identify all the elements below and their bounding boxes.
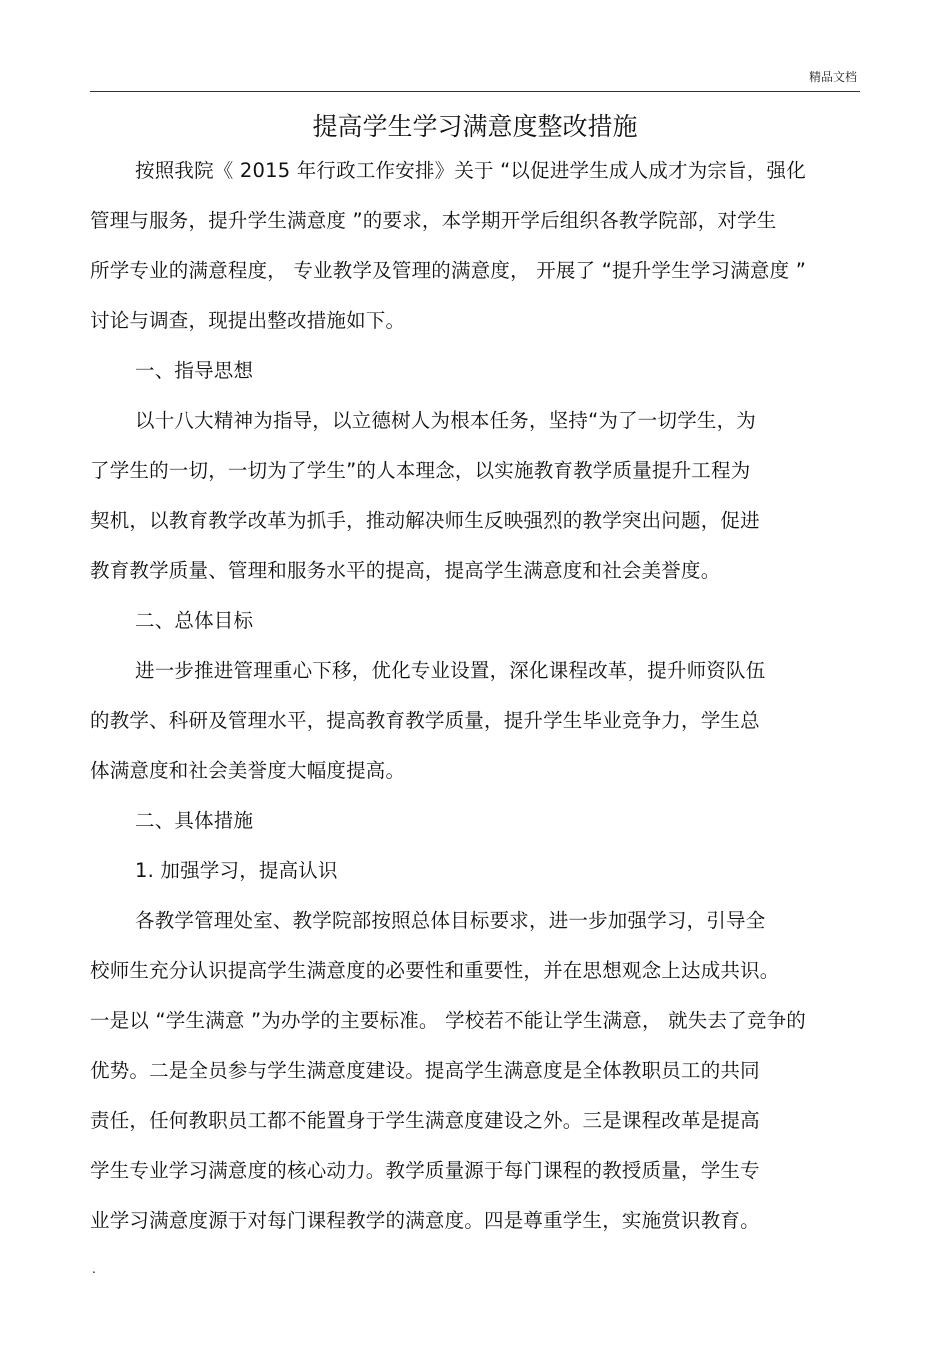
paragraph-line: 进一步推进管理重心下移，优化专业设置，深化课程改革，提升师资队伍 bbox=[135, 659, 766, 682]
paragraph-line: 责任，任何教职员工都不能置身于学生满意度建设之外。三是课程改革是提高 bbox=[90, 1109, 760, 1132]
section-heading: 二、具体措施 bbox=[135, 809, 254, 832]
paragraph-line: 校师生充分认识提高学生满意度的必要性和重要性，并在思想观念上达成共识。 bbox=[90, 959, 780, 982]
paragraph-line: 的教学、科研及管理水平，提高教育教学质量，提升学生毕业竞争力，学生总 bbox=[90, 709, 760, 732]
section-heading: 二、总体目标 bbox=[135, 609, 254, 632]
paragraph-line: 体满意度和社会美誉度大幅度提高。 bbox=[90, 759, 406, 782]
paragraph-line: 教育教学质量、管理和服务水平的提高，提高学生满意度和社会美誉度。 bbox=[90, 559, 721, 582]
footer-mark: . bbox=[92, 1262, 96, 1276]
paragraph-line: 管理与服务，提升学生满意度 ”的要求，本学期开学后组织各教学院部，对学生 bbox=[90, 209, 777, 232]
paragraph-line: 各教学管理处室、教学院部按照总体目标要求，进一步加强学习，引导全 bbox=[135, 909, 766, 932]
paragraph-line: 一是以 “学生满意 ”为办学的主要标准。 学校若不能让学生满意， 就失去了竞争的 bbox=[90, 1009, 806, 1032]
paragraph-line: 契机，以教育教学改革为抓手，推动解决师生反映强烈的教学突出问题，促进 bbox=[90, 509, 760, 532]
document-title: 提高学生学习满意度整改措施 bbox=[312, 112, 638, 141]
paragraph-line: 所学专业的满意程度， 专业教学及管理的满意度， 开展了 “提升学生学习满意度 ” bbox=[90, 259, 806, 282]
paragraph-line: 业学习满意度源于对每门课程教学的满意度。四是尊重学生，实施赏识教育。 bbox=[90, 1209, 760, 1232]
header-rule bbox=[90, 91, 860, 92]
section-heading: 一、指导思想 bbox=[135, 359, 254, 382]
paragraph-line: 了学生的一切，一切为了学生”的人本理念，以实施教育教学质量提升工程为 bbox=[90, 459, 751, 482]
subsection-heading: 1. 加强学习，提高认识 bbox=[135, 859, 338, 882]
paragraph-line: 优势。二是全员参与学生满意度建设。提高学生满意度是全体教职员工的共同 bbox=[90, 1059, 760, 1082]
paragraph-line: 按照我院《 2015 年行政工作安排》关于 “以促进学生成人成才为宗旨，强化 bbox=[135, 159, 806, 182]
paragraph-line: 以十八大精神为指导，以立德树人为根本任务，坚持“为了一切学生，为 bbox=[135, 409, 757, 432]
paragraph-line: 讨论与调查，现提出整改措施如下。 bbox=[90, 309, 406, 332]
paragraph-line: 学生专业学习满意度的核心动力。教学质量源于每门课程的教授质量，学生专 bbox=[90, 1159, 760, 1182]
header-label: 精品文档 bbox=[808, 70, 857, 84]
